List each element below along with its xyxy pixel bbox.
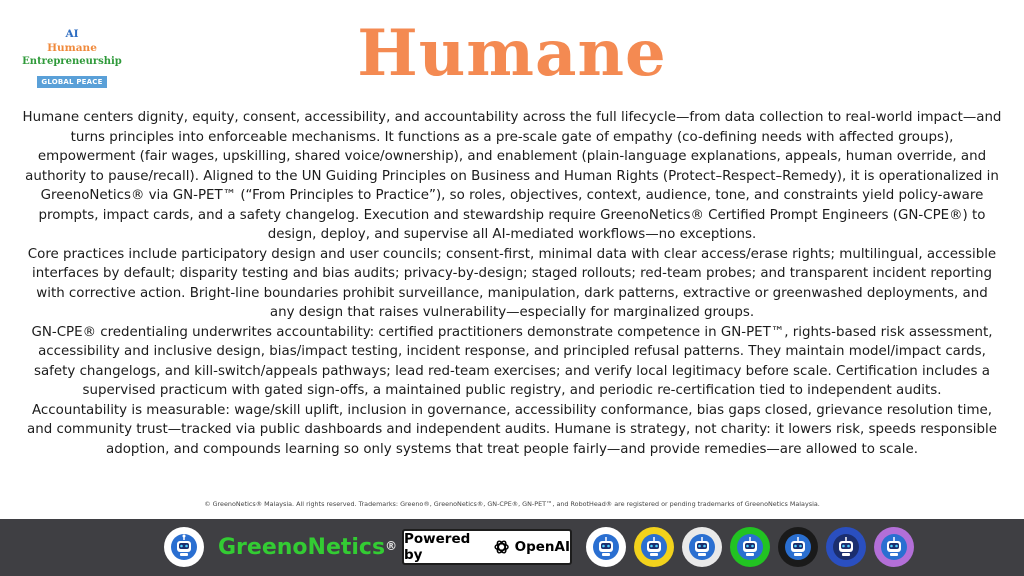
paragraph-accountability: Accountability is measurable: wage/skill uplift, inclusion in governance, accessibility conformance, bias gaps closed, grievance resolution time, and community trust—tracked via public dashboards and independent audits. Humane is strategy, not charity: it lowers risk, speeds responsible adoption, and compounds learning so only systems that treat people fairly—and provide remedies—are allowed to scale. xyxy=(27,402,997,457)
greenonetics-wordmark xyxy=(218,533,397,563)
footer-bar xyxy=(0,519,1024,576)
trademark-notice: © GreenoNetics® Malaysia. All rights reserved. Trademarks: Greeno®, GreenoNetics®, GN-CPE®, GN-PET™, and RobotHead® are registered or pending trademarks of GreenoNetics Malaysia. xyxy=(204,500,820,508)
robot-badge-7 xyxy=(874,527,914,567)
openai-logo-icon xyxy=(493,538,510,556)
body-text xyxy=(22,108,1002,459)
paragraph-core-practices: Core practices include participatory design and user councils; consent-first, minimal data with clear access/erase rights; multilingual, accessible interfaces by default; disparity testing and bias audits; privacy-by-design; staged rollouts; red-team probes; and transparent incident reporting with corrective action. Bright-line boundaries prohibit surveillance, manipulation, dark patterns, extractive or greenwashed deployments, and any design that raises vulnerability—especially for marginalized groups. xyxy=(27,246,997,320)
robot-head-icon xyxy=(880,533,908,561)
brand-registered-mark: ® xyxy=(385,539,398,553)
robot-head-icon xyxy=(832,533,860,561)
robot-badge-5 xyxy=(778,527,818,567)
robot-badge-1 xyxy=(586,527,626,567)
robot-head-icon xyxy=(592,533,620,561)
logo-line-humane: Humane xyxy=(47,42,97,54)
paragraph-intro: Humane centers dignity, equity, consent, accessibility, and accountability across the full lifecycle—from data collection to real-world impact—and turns principles into enforceable mechanisms. It functions as a pre-scale gate of empathy (co-defining needs with affected groups), empowerment (fair wages, upskilling, shared voice/ownership), and enablement (plain-language explanations, appeals, human override, and authority to pause/recall). Aligned to the UN Guiding Principles on Business and Human Rights (Protect–Respect–Remedy), it is operationalized in GreenoNetics® via GN-PET™ (“From Principles to Practice”), so roles, objectives, context, audience, tone, and constraints yield policy-aware prompts, impact cards, and a safety changelog. Execution and stewardship require GreenoNetics® Certified Prompt Engineers (GN-CPE®) to design, deploy, and supervise all AI-mediated workflows—no exceptions. xyxy=(22,110,1002,242)
logo-line-entrepreneurship: Entrepreneurship xyxy=(22,56,122,67)
robot-head-icon xyxy=(784,533,812,561)
robot-head-icon xyxy=(688,533,716,561)
brand-name: GreenoNetics xyxy=(218,535,386,560)
robot-badge-4 xyxy=(730,527,770,567)
greenonetics-robot-logo xyxy=(164,527,204,567)
robot-head-icon xyxy=(640,533,668,561)
robot-head-icon xyxy=(170,533,198,561)
robot-head-icon xyxy=(736,533,764,561)
powered-by-label: Powered by xyxy=(404,531,471,563)
logo-line-ai: AI xyxy=(65,28,79,40)
paragraph-credentialing: GN-CPE® credentialing underwrites accountability: certified practitioners demonstrate competence in GN-PET™, rights-based risk assessment, accessibility and inclusive design, bias/impact testing, incident response, and principled refusal patterns. They maintain model/impact cards, safety changelogs, and kill-switch/appeals pathways; lead red-team exercises; and verify local legitimacy before scale. Certification includes a supervised practicum with gated sign-offs, a maintained public registry, and periodic re-certification tied to independent audits. xyxy=(31,324,993,398)
powered-by-openai-badge xyxy=(402,529,572,565)
openai-label: OpenAI xyxy=(514,539,570,555)
robot-badge-6 xyxy=(826,527,866,567)
logo-global-peace-badge: GLOBAL PEACE xyxy=(37,76,106,88)
page-title: Humane xyxy=(357,16,667,91)
robot-badge-3 xyxy=(682,527,722,567)
robot-badge-2 xyxy=(634,527,674,567)
